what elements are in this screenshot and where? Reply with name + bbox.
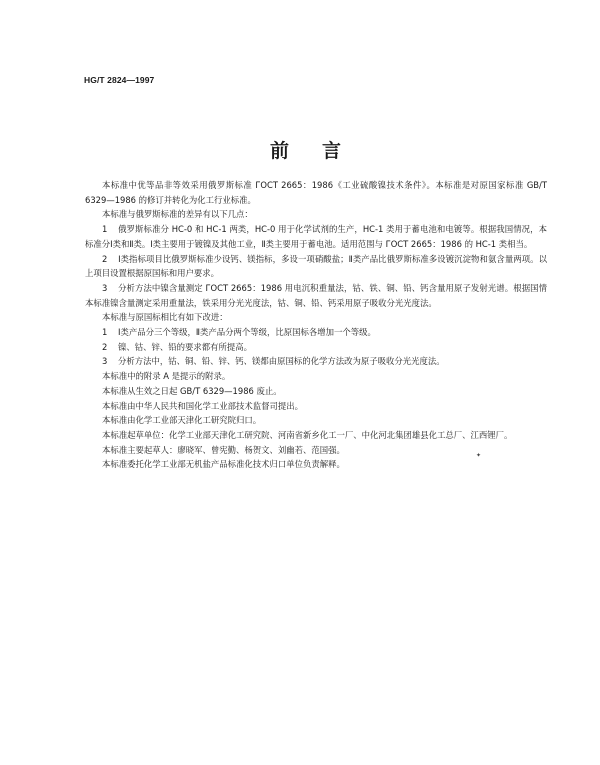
improvements-lead: 本标准与原国标相比有如下改进：	[102, 312, 228, 323]
item-text: Ⅰ类产品分三个等级，Ⅱ类产品分两个等级，比原国标各增加一个等级。	[118, 327, 376, 338]
item-text: 镍、钴、锌、铅的要求都有所提高。	[118, 341, 252, 352]
item-number: 2	[102, 253, 108, 264]
difference-item	[85, 281, 547, 310]
page-title: 前言	[270, 140, 375, 162]
closing-paragraph: 本标准中的附录 A 是提示的附录。	[102, 371, 231, 382]
closing-paragraph: 本标准从生效之日起 GB/T 6329—1986 废止。	[102, 385, 282, 396]
item-number: 1	[102, 224, 108, 235]
item-number: 1	[102, 327, 108, 338]
standard-number: HG/T 2824—1997	[84, 75, 155, 85]
scan-speck: ✦	[476, 452, 482, 459]
difference-item	[85, 222, 547, 251]
differences-lead: 本标准与俄罗斯标准的差异有以下几点：	[102, 209, 253, 220]
improvement-item	[85, 325, 547, 340]
improvement-item	[85, 340, 547, 355]
closing-paragraph: 本标准由中华人民共和国化学工业部技术监督司提出。	[102, 400, 303, 411]
item-number: 3	[102, 356, 108, 367]
document-body	[85, 178, 547, 472]
difference-item	[85, 252, 547, 281]
item-number: 2	[102, 341, 108, 352]
closing-paragraph: 本标准主要起草人：廖晓军、曾宪勤、杨贺文、刘幽若、范国强。	[102, 444, 345, 455]
item-text: 分析方法中，钴、铜、铅、锌、钙、镁都由原国标的化学方法改为原子吸收分光光度法。	[118, 356, 445, 367]
item-number: 3	[102, 282, 108, 293]
item-text: 分析方法中镍含量测定 ГОСТ 2665：1986 用电沉积重量法，钴、铁、铜、铅、钙含量用原子发射光谱。根据国情本标准镍含量测定采用重量法，铁采用分光光度法，钴、铜、铅、钙采用原子吸收分光光度法。	[85, 282, 547, 308]
item-text: 俄罗斯标准分 HC-0 和 HC-1 两类，HC-0 用于化学试剂的生产，HC-1 类用于蓄电池和电镀等。根据我国情况，本标准分Ⅰ类和Ⅱ类。Ⅰ类主要用于镀镍及其他工业，Ⅱ类主要用于蓄电池。适用范围与 ГОСТ 2665：1986 的 HC-1 类相当。	[85, 224, 547, 249]
closing-paragraph: 本标准由化学工业部天津化工研究院归口。	[102, 415, 262, 426]
item-text: Ⅰ类指标项目比俄罗斯标准少设钙、镁指标，多设一项硝酸盐；Ⅱ类产品比俄罗斯标准多设镀沉淀物和氨含量两项。以上项目设置根据原国标和用户要求。	[85, 253, 547, 279]
closing-paragraph: 本标准委托化学工业部无机盐产品标准化技术归口单位负责解释。	[102, 459, 345, 470]
improvement-item	[85, 354, 547, 369]
closing-paragraph: 本标准起草单位：化学工业部天津化工研究院、河南省新乡化工一厂、中化河北集团雄县化工总厂、江西锂厂。	[102, 429, 513, 440]
intro-paragraph: 本标准中优等品非等效采用俄罗斯标准 ГОСТ 2665：1986《工业硫酸镍技术条件》。本标准是对原国家标准 GB/T 6329—1986 的修订并转化为化工行业标准。	[85, 180, 547, 205]
